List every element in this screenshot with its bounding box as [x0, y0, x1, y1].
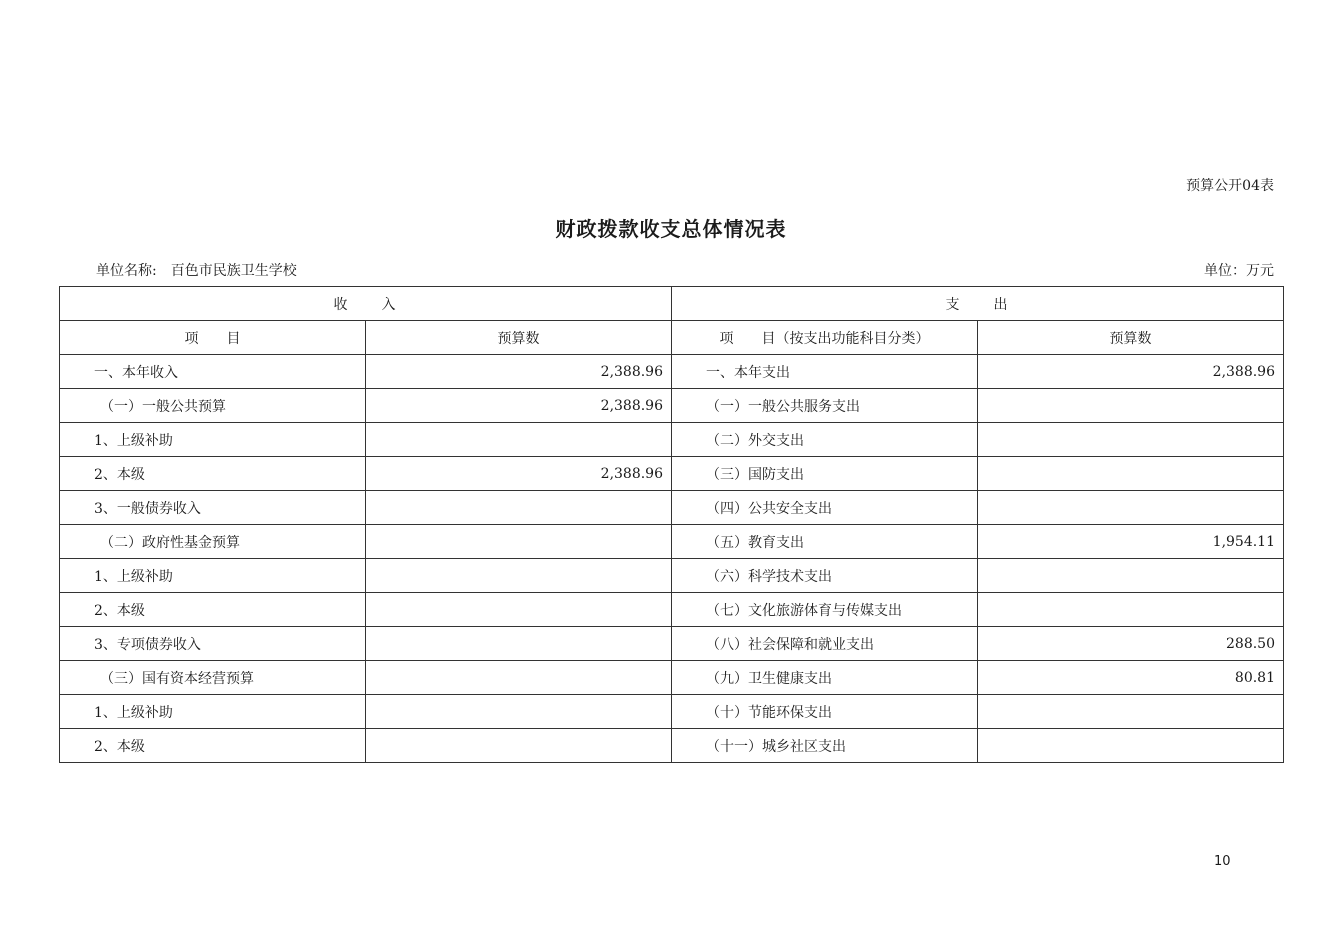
- unit-name-value: 百色市民族卫生学校: [170, 263, 297, 279]
- income-amount: [366, 661, 672, 695]
- expense-item: （七）文化旅游体育与传媒支出: [672, 593, 978, 627]
- table-row: [60, 525, 1284, 559]
- table-row: [60, 661, 1284, 695]
- expense-amount: 1,954.11: [978, 525, 1284, 559]
- table-row: [60, 695, 1284, 729]
- table-row: [60, 627, 1284, 661]
- currency-unit: 单位：万元: [1204, 263, 1274, 279]
- budget-table: [59, 286, 1284, 763]
- page-number: 10: [1214, 854, 1231, 869]
- table-row: [60, 729, 1284, 763]
- table-row: [60, 355, 1284, 389]
- expense-item: （十）节能环保支出: [672, 695, 978, 729]
- income-amount: [366, 491, 672, 525]
- expense-amount: 2,388.96: [978, 355, 1284, 389]
- expense-amount: 80.81: [978, 661, 1284, 695]
- unit-name-line: [96, 260, 297, 280]
- col-expense-item: 项 目（按支出功能科目分类）: [672, 321, 978, 355]
- income-item: （二）政府性基金预算: [60, 525, 366, 559]
- expense-item: （四）公共安全支出: [672, 491, 978, 525]
- expense-item: （九）卫生健康支出: [672, 661, 978, 695]
- table-row: [60, 423, 1284, 457]
- income-amount: [366, 423, 672, 457]
- expense-item: （十一）城乡社区支出: [672, 729, 978, 763]
- income-amount: [366, 593, 672, 627]
- income-amount: 2,388.96: [366, 389, 672, 423]
- income-item: （一）一般公共预算: [60, 389, 366, 423]
- income-amount: 2,388.96: [366, 355, 672, 389]
- expense-item: （二）外交支出: [672, 423, 978, 457]
- expense-item: （六）科学技术支出: [672, 559, 978, 593]
- expense-amount: 288.50: [978, 627, 1284, 661]
- income-item: 1、上级补助: [60, 695, 366, 729]
- section-expense: 支 出: [672, 287, 1284, 321]
- table-row: [60, 491, 1284, 525]
- income-item: 2、本级: [60, 729, 366, 763]
- income-amount: [366, 559, 672, 593]
- expense-item: （一）一般公共服务支出: [672, 389, 978, 423]
- expense-amount: [978, 729, 1284, 763]
- income-item: 3、一般债券收入: [60, 491, 366, 525]
- col-income-amount: 预算数: [366, 321, 672, 355]
- income-item: 一、本年收入: [60, 355, 366, 389]
- income-amount: [366, 525, 672, 559]
- page-title: 财政拨款收支总体情况表: [555, 217, 787, 241]
- section-header-row: [60, 287, 1284, 321]
- expense-amount: [978, 695, 1284, 729]
- expense-amount: [978, 423, 1284, 457]
- expense-amount: [978, 389, 1284, 423]
- income-amount: [366, 627, 672, 661]
- income-item: （三）国有资本经营预算: [60, 661, 366, 695]
- section-income: 收 入: [60, 287, 672, 321]
- unit-name-label: 单位名称:: [96, 263, 157, 279]
- expense-amount: [978, 593, 1284, 627]
- table-row: [60, 389, 1284, 423]
- form-code: 预算公开04表: [1186, 178, 1274, 194]
- expense-item: （三）国防支出: [672, 457, 978, 491]
- income-amount: [366, 695, 672, 729]
- expense-item: （八）社会保障和就业支出: [672, 627, 978, 661]
- expense-amount: [978, 559, 1284, 593]
- expense-amount: [978, 491, 1284, 525]
- expense-item: 一、本年支出: [672, 355, 978, 389]
- expense-amount: [978, 457, 1284, 491]
- expense-item: （五）教育支出: [672, 525, 978, 559]
- col-expense-amount: 预算数: [978, 321, 1284, 355]
- table-row: [60, 593, 1284, 627]
- income-amount: [366, 729, 672, 763]
- col-income-item: 项 目: [60, 321, 366, 355]
- income-amount: 2,388.96: [366, 457, 672, 491]
- income-item: 3、专项债券收入: [60, 627, 366, 661]
- income-item: 1、上级补助: [60, 423, 366, 457]
- table-row: [60, 559, 1284, 593]
- income-item: 2、本级: [60, 457, 366, 491]
- table-row: [60, 457, 1284, 491]
- income-item: 2、本级: [60, 593, 366, 627]
- income-item: 1、上级补助: [60, 559, 366, 593]
- column-header-row: [60, 321, 1284, 355]
